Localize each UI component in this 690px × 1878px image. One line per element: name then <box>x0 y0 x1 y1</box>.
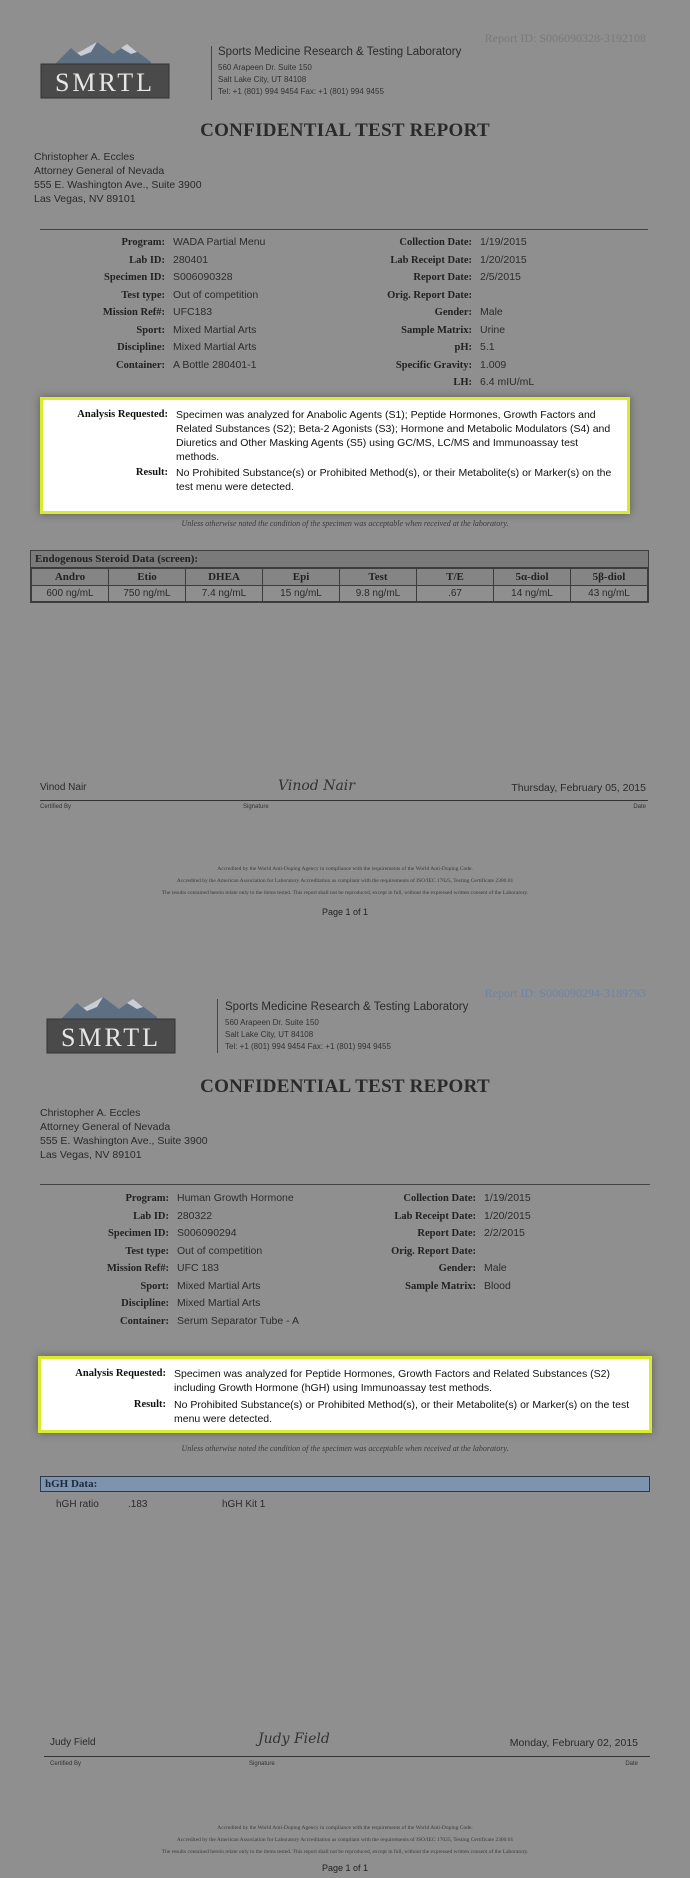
certified-by-name: Vinod Nair <box>40 782 87 793</box>
col-header: DHEA <box>186 569 263 586</box>
analysis-box <box>38 1356 652 1433</box>
report-title: CONFIDENTIAL TEST REPORT <box>200 1076 490 1097</box>
sample-matrix-value: Urine <box>480 323 506 336</box>
field-label: Sport: <box>140 1280 169 1292</box>
field-label: Program: <box>121 237 165 248</box>
addressee-title: Attorney General of Nevada <box>40 1121 171 1133</box>
lab-receipt-date-value: 1/20/2015 <box>484 1209 531 1222</box>
table-cell: 15 ng/mL <box>263 586 340 602</box>
field-label: Test type: <box>121 289 165 301</box>
test-type-value: Out of competition <box>177 1244 263 1257</box>
signature-image <box>256 1723 340 1751</box>
addressee-street: 555 E. Washington Ave., Suite 3900 <box>34 179 202 191</box>
hgh-ratio-label: hGH ratio <box>56 1499 99 1510</box>
sign-date: Thursday, February 05, 2015 <box>511 782 646 794</box>
field-label: Sport: <box>136 324 165 336</box>
certified-by-label: Certified By <box>50 1761 82 1767</box>
page-number: Page 1 of 1 <box>321 907 369 917</box>
signature-image <box>276 772 355 798</box>
accreditation-a2la: Accredited by the American Association for Laboratory Accreditation as compliant with the requirements of ISO/IEC 17025, Testing Certificate 2300.01 <box>176 1837 514 1843</box>
sport-value: Mixed Martial Arts <box>173 323 257 336</box>
field-label: Gender: <box>434 307 472 318</box>
field-label: pH: <box>454 342 472 353</box>
lab-name: Sports Medicine Research & Testing Laboratory <box>225 1001 469 1013</box>
svg-text:Judy Field: Judy Field <box>258 1731 330 1747</box>
col-header: T/E <box>417 569 494 586</box>
steroid-table-title: Endogenous Steroid Data (screen): <box>31 551 648 568</box>
certified-by-label: Certified By <box>40 804 72 810</box>
field-label: Test type: <box>125 1245 169 1257</box>
table-cell: 9.8 ng/mL <box>340 586 417 602</box>
specimen-id-value: S006090294 <box>177 1227 237 1239</box>
lab-address-line-1: 560 Arapeen Dr. Suite 150 <box>225 1018 319 1027</box>
addressee-city: Las Vegas, NV 89101 <box>40 1149 142 1161</box>
accreditation-disclaimer: The results contained herein relate only to the items tested. This report shall not be reproduced, except in full, without the expressed written consent of the Laboratory. <box>161 890 529 896</box>
lh-value: 6.4 mIU/mL <box>480 376 535 388</box>
accreditation-disclaimer: The results contained herein relate only to the items tested. This report shall not be reproduced, except in full, without the expressed written consent of the Laboratory. <box>161 1849 529 1855</box>
sample-matrix-value: Blood <box>484 1279 511 1292</box>
ph-value: 5.1 <box>480 341 495 353</box>
field-label: Collection Date: <box>399 237 472 248</box>
addressee-block <box>40 1106 208 1162</box>
col-header: Etio <box>109 569 186 586</box>
col-header: Andro <box>32 569 109 586</box>
result-label: Result: <box>133 1399 166 1410</box>
result-label: Result: <box>135 467 168 478</box>
report-id: Report ID: S006090294-3189793 <box>484 986 646 1000</box>
result-text: No Prohibited Substance(s) or Prohibited Method(s), or their Metabolite(s) or Marker(s) on the test menu were detected. <box>174 1399 630 1425</box>
lab-address <box>218 62 384 98</box>
accreditation-a2la: Accredited by the American Association for Laboratory Accreditation as compliant with the requirements of ISO/IEC 17025, Testing Certificate 2300.01 <box>176 878 514 884</box>
lab-name: Sports Medicine Research & Testing Laboratory <box>218 46 462 58</box>
discipline-value: Mixed Martial Arts <box>173 341 257 353</box>
specimen-id-value: S006090328 <box>173 271 233 283</box>
specific-gravity-value: 1.009 <box>480 358 507 371</box>
gender-value: Male <box>480 306 503 318</box>
signature-label: Signature <box>243 804 269 810</box>
section-divider <box>40 229 648 230</box>
condition-note: Unless otherwise noted the condition of the specimen was acceptable when received at the laboratory. <box>181 519 509 528</box>
table-cell: 600 ng/mL <box>32 586 109 602</box>
collection-date-value: 1/19/2015 <box>480 236 527 248</box>
field-label: Container: <box>120 1315 169 1327</box>
test-report-2 <box>0 939 690 1878</box>
lab-receipt-date-value: 1/20/2015 <box>480 253 527 266</box>
page-number: Page 1 of 1 <box>321 1863 369 1873</box>
field-label: Collection Date: <box>403 1193 476 1204</box>
field-label: Discipline: <box>117 342 165 353</box>
specimen-info-left <box>40 234 265 374</box>
field-label: Lab Receipt Date: <box>394 1210 476 1222</box>
field-label: Program: <box>125 1193 169 1204</box>
addressee-block <box>34 150 202 206</box>
field-label: Mission Ref#: <box>106 1263 169 1274</box>
date-label: Date <box>625 1761 638 1767</box>
header-divider <box>217 999 218 1053</box>
addressee-name: Christopher A. Eccles <box>40 1107 141 1119</box>
hgh-data-header: hGH Data: <box>40 1476 650 1492</box>
hgh-ratio-value: .183 <box>128 1499 148 1510</box>
analysis-label: Analysis Requested: <box>77 409 168 420</box>
steroid-value-row <box>32 586 648 602</box>
table-cell: 14 ng/mL <box>494 586 571 602</box>
section-divider <box>40 1184 650 1185</box>
steroid-header-row <box>32 569 648 586</box>
analysis-label: Analysis Requested: <box>75 1368 166 1379</box>
smrtl-logo <box>47 989 175 1053</box>
field-label: Specific Gravity: <box>395 359 472 371</box>
mission-ref-value: UFC 183 <box>177 1262 220 1274</box>
specimen-info-right <box>342 234 534 392</box>
accreditation-wada: Accredited by the World Anti-Doping Agency in compliance with the requirements of the World Anti-Doping Code. <box>217 1825 473 1831</box>
header-divider <box>211 46 212 100</box>
field-label: Mission Ref#: <box>102 307 165 318</box>
table-cell: .67 <box>417 586 494 602</box>
field-label: Orig. Report Date: <box>391 1245 476 1257</box>
lab-address-line-1: 560 Arapeen Dr. Suite 150 <box>218 63 312 72</box>
svg-text:Vinod Nair: Vinod Nair <box>278 778 355 794</box>
lab-address-line-2: Salt Lake City, UT 84108 <box>225 1030 314 1039</box>
certified-by-name: Judy Field <box>50 1737 96 1748</box>
field-label: Lab ID: <box>129 254 165 266</box>
sign-date: Monday, February 02, 2015 <box>509 1737 638 1749</box>
col-header: Epi <box>263 569 340 586</box>
logo-text: SMRTL <box>60 1023 162 1052</box>
report-title: CONFIDENTIAL TEST REPORT <box>200 120 490 141</box>
report-id: Report ID: S006090328-3192108 <box>484 31 646 45</box>
lab-address-line-2: Salt Lake City, UT 84108 <box>218 75 307 84</box>
col-header: 5β-diol <box>571 569 648 586</box>
collection-date-value: 1/19/2015 <box>484 1192 531 1204</box>
sport-value: Mixed Martial Arts <box>177 1279 261 1292</box>
field-label: Lab Receipt Date: <box>390 254 472 266</box>
smrtl-logo <box>41 34 169 98</box>
field-label: Report Date: <box>417 1228 476 1239</box>
field-label: Sample Matrix: <box>405 1280 476 1292</box>
result-text: No Prohibited Substance(s) or Prohibited Method(s), or their Metabolite(s) or Marker(s) on the test menu were detected. <box>176 467 612 493</box>
addressee-name: Christopher A. Eccles <box>34 151 135 163</box>
field-label: Orig. Report Date: <box>387 289 472 301</box>
accreditation-wada: Accredited by the World Anti-Doping Agency in compliance with the requirements of the World Anti-Doping Code. <box>217 866 473 872</box>
logo-text: SMRTL <box>54 68 156 97</box>
field-label: Specimen ID: <box>108 1228 169 1239</box>
analysis-text: Specimen was analyzed for Anabolic Agents (S1); Peptide Hormones, Growth Factors and Related Substances (S2); Beta-2 Agonists (S3); Hormone and Metabolic Modulators (S4) and Diuretics and Other Masking Agents (S5) using GC/MS, LC/MS and Immunoassay test methods. <box>176 409 611 463</box>
condition-note: Unless otherwise noted the condition of the specimen was acceptable when received at the laboratory. <box>181 1444 509 1453</box>
date-label: Date <box>633 804 646 810</box>
steroid-data-table <box>30 550 649 603</box>
specimen-info-right <box>346 1190 531 1295</box>
mission-ref-value: UFC183 <box>173 306 213 318</box>
signature-line <box>40 800 648 801</box>
lab-id-value: 280322 <box>177 1209 213 1222</box>
analysis-box <box>40 397 630 514</box>
container-value: A Bottle 280401-1 <box>173 358 257 371</box>
gender-value: Male <box>484 1262 507 1274</box>
addressee-street: 555 E. Washington Ave., Suite 3900 <box>40 1135 208 1147</box>
analysis-text: Specimen was analyzed for Peptide Hormones, Growth Factors and Related Substances (S2) including Growth Hormone (hGH) using Immunoassay test methods. <box>174 1368 610 1394</box>
program-value: Human Growth Hormone <box>177 1192 294 1204</box>
signature-label: Signature <box>249 1761 275 1767</box>
program-value: WADA Partial Menu <box>173 236 266 248</box>
hgh-kit: hGH Kit 1 <box>222 1499 266 1510</box>
signature-line <box>44 1756 650 1757</box>
field-label: LH: <box>453 377 472 388</box>
addressee-title: Attorney General of Nevada <box>34 165 165 177</box>
field-label: Gender: <box>438 1263 476 1274</box>
container-value: Serum Separator Tube - A <box>177 1314 299 1327</box>
table-cell: 7.4 ng/mL <box>186 586 263 602</box>
field-label: Discipline: <box>121 1298 169 1309</box>
field-label: Sample Matrix: <box>401 324 472 336</box>
addressee-city: Las Vegas, NV 89101 <box>34 193 136 205</box>
lab-id-value: 280401 <box>173 253 209 266</box>
field-label: Container: <box>116 359 165 371</box>
col-header: 5α-diol <box>494 569 571 586</box>
discipline-value: Mixed Martial Arts <box>177 1297 261 1309</box>
field-label: Specimen ID: <box>104 272 165 283</box>
field-label: Lab ID: <box>133 1210 169 1222</box>
lab-phone: Tel: +1 (801) 994 9454 Fax: +1 (801) 994 9455 <box>218 87 384 96</box>
report-date-value: 2/5/2015 <box>480 271 521 283</box>
specimen-info-left <box>44 1190 299 1330</box>
field-label: Report Date: <box>413 272 472 283</box>
report-date-value: 2/2/2015 <box>484 1227 525 1239</box>
table-cell: 43 ng/mL <box>571 586 648 602</box>
table-cell: 750 ng/mL <box>109 586 186 602</box>
col-header: Test <box>340 569 417 586</box>
lab-phone: Tel: +1 (801) 994 9454 Fax: +1 (801) 994 9455 <box>225 1042 391 1051</box>
test-type-value: Out of competition <box>173 288 259 301</box>
lab-address <box>225 1017 391 1053</box>
